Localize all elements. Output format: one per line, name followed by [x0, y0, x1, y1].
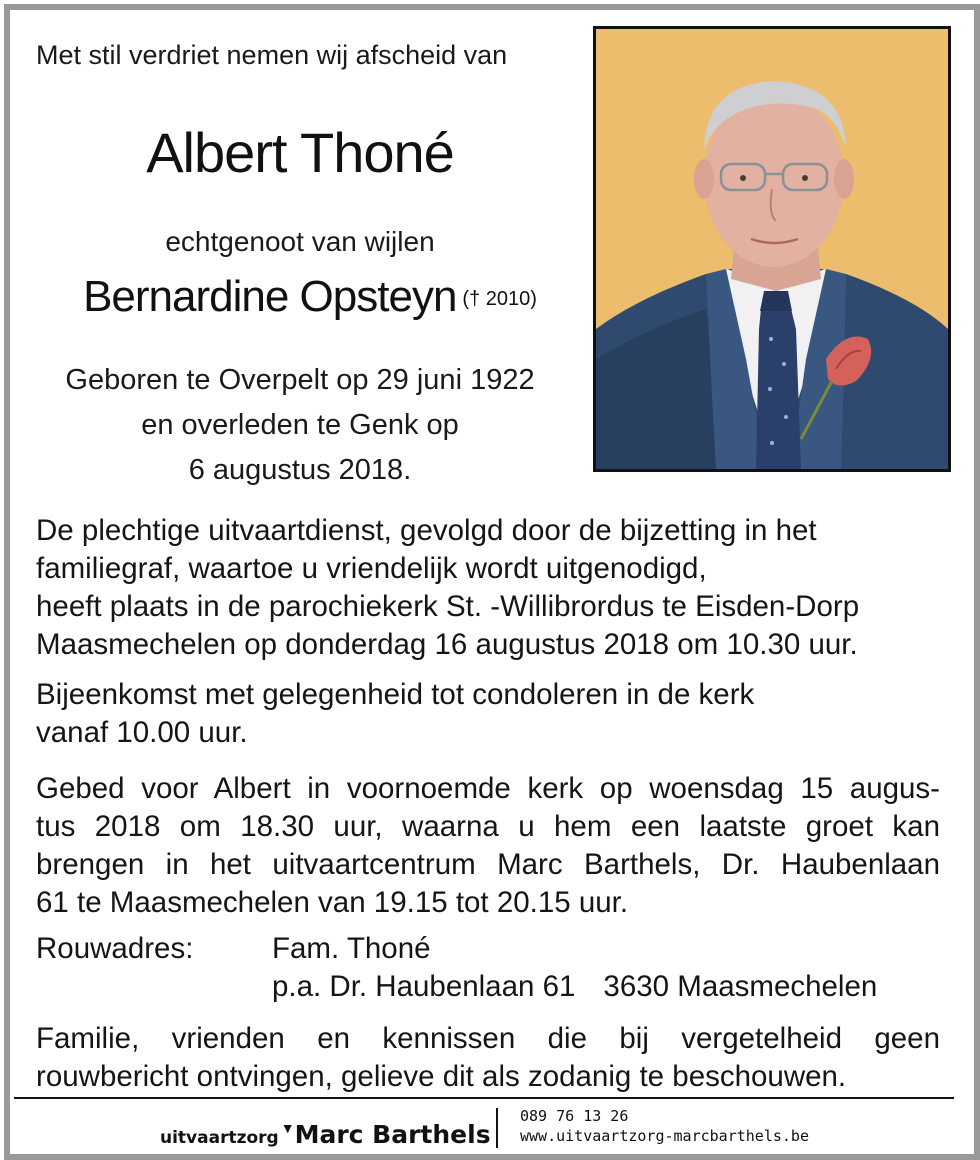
website-url: www.uitvaartzorg-marcbarthels.be	[520, 1127, 809, 1145]
intro-text: Met stil verdriet nemen wij afscheid van	[36, 40, 508, 70]
text-line: Maasmechelen op donderdag 16 augustus 2018 om 10.30 uur.	[36, 628, 858, 661]
text-line: heeft plaats in de parochiekerk St. -Willibrordus te Eisden-Dorp	[36, 590, 860, 623]
phone-number: 089 76 13 26	[520, 1107, 629, 1125]
spouse-relation: echtgenoot van wijlen	[165, 226, 435, 257]
portrait-illustration	[596, 29, 948, 469]
text-line: familiegraf, waartoe u vriendelijk wordt uitgenodigd,	[36, 552, 707, 585]
logo-prefix: uitvaartzorg	[160, 1128, 279, 1148]
footer-divider	[14, 1097, 954, 1099]
birth-death-info	[40, 358, 560, 493]
spouse-death-year: († 2010)	[462, 288, 537, 310]
text-line: De plechtige uitvaartdienst, gevolgd door de bijzetting in het	[36, 514, 817, 547]
prayer-paragraph	[36, 770, 940, 922]
spouse-line	[40, 272, 580, 322]
text-line: vanaf 10.00 uur.	[36, 716, 248, 749]
address-street-line	[272, 968, 877, 1006]
text-line: brengen in het uitvaartcentrum Marc Barthels, Dr. Haubenlaan	[36, 848, 940, 881]
text-line: Bijeenkomst met gelegenheid tot condoleren in de kerk	[36, 678, 755, 711]
address-street: p.a. Dr. Haubenlaan 61	[272, 970, 576, 1003]
text-line: 61 te Maasmechelen van 19.15 tot 20.15 uur.	[36, 886, 629, 919]
text-line: Gebed voor Albert in voornoemde kerk op woensdag 15 augus-	[36, 772, 940, 805]
funeral-service-paragraph	[36, 512, 940, 664]
text-line: tus 2018 om 18.30 uur, waarna u hem een laatste groet kan	[36, 810, 940, 843]
death-line: en overleden te Genk op	[141, 409, 459, 441]
spouse-name: Bernardine Opsteyn	[83, 272, 457, 321]
address-family: Fam. Thoné	[272, 932, 431, 965]
death-date-line: 6 augustus 2018.	[188, 454, 412, 486]
text-line: rouwbericht ontvingen, gelieve dit als zodanig te beschouwen.	[36, 1060, 847, 1093]
funeral-home-logo	[160, 1120, 491, 1149]
birth-line: Geboren te Overpelt op 29 juni 1922	[65, 364, 535, 396]
footer-separator	[496, 1108, 498, 1148]
footer-contact	[520, 1106, 809, 1146]
deceased-name: Albert Thoné	[146, 121, 454, 184]
condolence-paragraph	[36, 676, 940, 752]
text-line: Familie, vrienden en kennissen die bij vergetelheid geen	[36, 1022, 940, 1055]
address-city: 3630 Maasmechelen	[603, 970, 878, 1003]
portrait-photo	[593, 26, 951, 472]
triangle-icon: ▼	[280, 1120, 295, 1136]
address-label: Rouwadres:	[36, 932, 194, 965]
logo-brand: Marc Barthels	[294, 1120, 491, 1149]
closing-paragraph	[36, 1020, 940, 1096]
